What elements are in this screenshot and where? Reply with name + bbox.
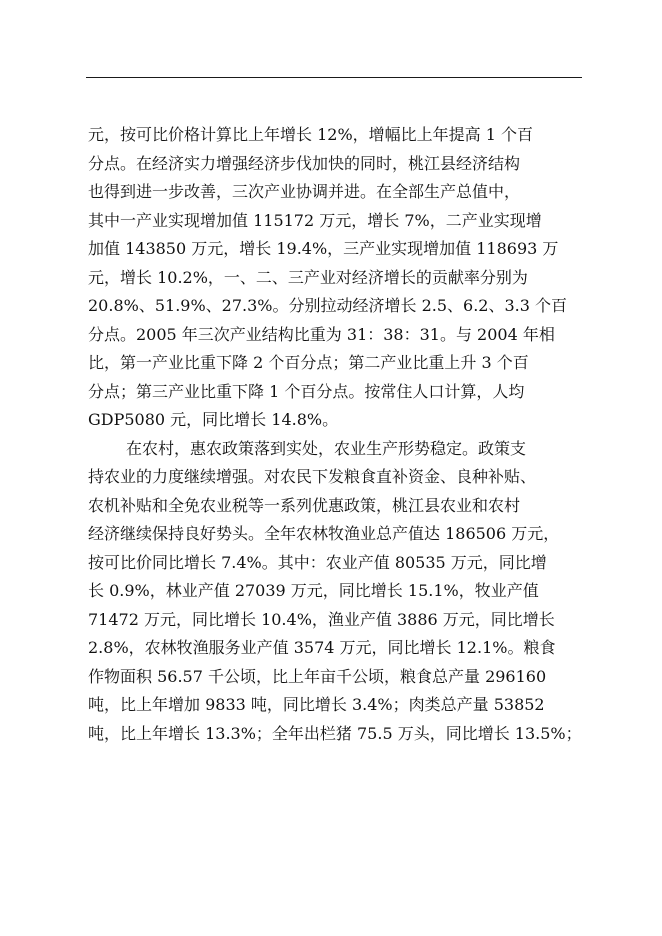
text-line: 作物面积 56.57 千公顷，比上年亩千公顷，粮食总产量 296160 [88,666,547,686]
document-body [88,121,598,748]
header-rule [86,77,582,78]
text-line: 分点；第三产业比重下降 1 个百分点。按常住人口计算，人均 [88,381,525,401]
text-line: 其中一产业实现增加值 115172 万元，增长 7%，二产业实现增 [88,210,542,230]
text-line: 元，按可比价格计算比上年增长 12%，增幅比上年提高 1 个百 [88,125,534,144]
text-line: 吨，比上年增长 13.3%；全年出栏猪 75.5 万头，同比增长 13.5%； [88,723,582,743]
text-line: 农机补贴和全免农业税等一系列优惠政策，桃江县农业和农村 [88,495,521,515]
text-line: 2.8%，农林牧渔服务业产值 3574 万元，同比增长 12.1%。粮食 [88,638,556,657]
text-line: 也得到进一步改善，三次产业协调并进。在全部生产总值中， [88,182,521,201]
text-line: 持农业的力度继续增强。对农民下发粮食直补资金、良种补贴、 [88,467,537,486]
text-line: 在农村，惠农政策落到实处，农业生产形势稳定。政策支 [126,438,527,458]
text-line: 分点。在经济实力增强经济步伐加快的同时，桃江县经济结构 [88,153,521,173]
paragraph-1 [88,121,598,435]
text-line: 按可比价同比增长 7.4%。其中：农业产值 80535 万元，同比增 [88,552,547,572]
paragraph-2 [88,435,598,749]
text-line: 吨，比上年增加 9833 吨，同比增长 3.4%；肉类总产量 53852 [88,695,545,714]
text-line: 元，增长 10.2%，一、二、三产业对经济增长的贡献率分别为 [88,267,528,287]
text-line: 长 0.9%，林业产值 27039 万元，同比增长 15.1%，牧业产值 [88,581,539,600]
text-line: 分点。2005 年三次产业结构比重为 31：38：31。与 2004 年相 [88,324,555,344]
text-line: 经济继续保持良好势头。全年农林牧渔业总产值达 186506 万元， [88,524,560,543]
text-line: GDP5080 元，同比增长 14.8%。 [88,410,339,429]
text-line: 71472 万元，同比增长 10.4%，渔业产值 3886 万元，同比增长 [88,609,555,629]
text-line: 比，第一产业比重下降 2 个百分点；第二产业比重上升 3 个百 [88,353,529,372]
text-line: 20.8%、51.9%、27.3%。分别拉动经济增长 2.5、6.2、3.3 个百 [88,296,567,315]
text-line: 加值 143850 万元，增长 19.4%，三产业实现增加值 118693 万 [88,239,559,258]
